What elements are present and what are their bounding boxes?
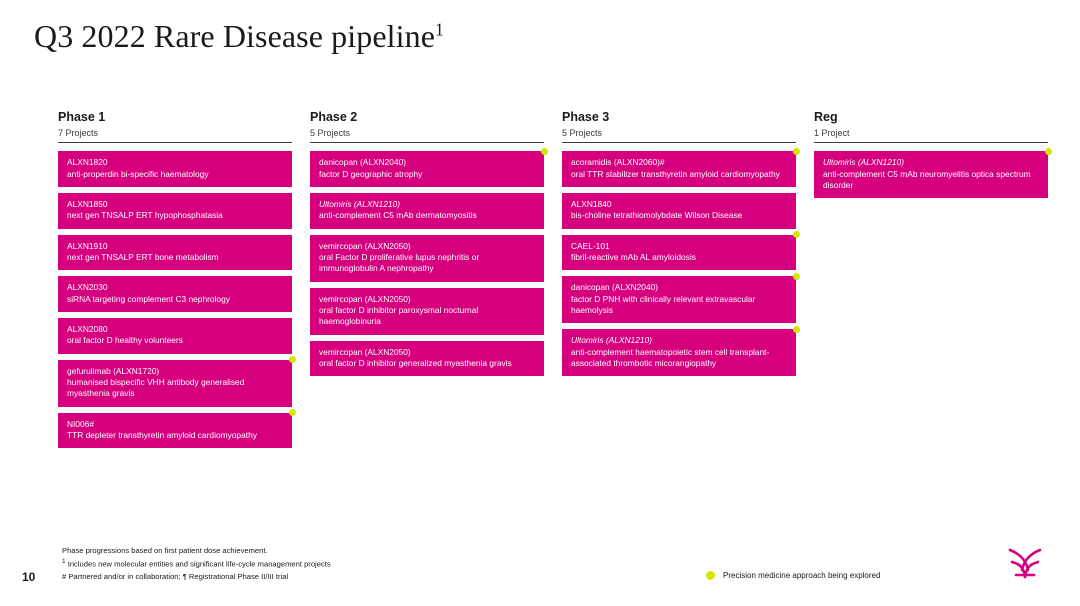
pipeline-card-name: Ultomiris (ALXN1210)	[319, 198, 400, 209]
pipeline-card[interactable]	[58, 193, 292, 229]
pipeline-columns	[58, 110, 1031, 454]
pipeline-card[interactable]	[310, 341, 544, 377]
precision-medicine-dot-icon	[793, 326, 800, 333]
pipeline-card-name: vemircopan (ALXN2050)	[319, 293, 411, 304]
column-project-count: 5 Projects	[310, 127, 351, 138]
column-title: Phase 2	[310, 110, 358, 124]
footnote-line-3: # Partnered and/or in collaboration; ¶ Registrational Phase II/III trial	[62, 572, 289, 582]
column-title: Phase 1	[58, 110, 106, 124]
pipeline-card-description: oral Factor D proliferative lupus nephritis or immunoglobulin A nephropathy	[319, 251, 480, 274]
pipeline-card-description: factor D geographic atrophy	[319, 168, 423, 179]
pipeline-card-description: oral factor D healthy volunteers	[67, 335, 183, 346]
pipeline-card-name: ALXN1910	[67, 240, 108, 251]
pipeline-card[interactable]	[58, 276, 292, 312]
pipeline-card[interactable]	[562, 151, 796, 187]
footnotes	[62, 545, 331, 584]
pipeline-card-name: danicopan (ALXN2040)	[571, 282, 659, 293]
legend-label: Precision medicine approach being explored	[723, 571, 881, 580]
pipeline-card-description: TTR depleter transthyretin amyloid cardiomyopathy	[67, 430, 257, 441]
pipeline-card-description: next gen TNSALP ERT hypophosphatasia	[67, 210, 223, 221]
pipeline-card-description: anti-complement haematopoietic stem cell transplant-associated thrombotic micorangiopathy	[571, 346, 770, 368]
pipeline-card[interactable]	[58, 235, 292, 271]
column-header	[562, 110, 796, 143]
pipeline-card-description: humanised bispecific VHH antibody generalised myasthenia gravis	[67, 377, 245, 399]
column-project-count: 5 Projects	[562, 127, 603, 138]
pipeline-card-name: danicopan (ALXN2040)	[319, 157, 407, 168]
precision-medicine-dot-icon	[706, 571, 715, 580]
precision-medicine-dot-icon	[289, 409, 296, 416]
column-project-count: 7 Projects	[58, 127, 99, 138]
pipeline-card-name: ALXN1850	[67, 198, 108, 209]
pipeline-card[interactable]	[58, 151, 292, 187]
pipeline-card[interactable]	[58, 413, 292, 449]
pipeline-card-name: acoramidis (ALXN2060)#	[571, 157, 665, 168]
company-logo	[1004, 544, 1046, 584]
footnote-marker-1: 1	[62, 558, 66, 566]
precision-medicine-dot-icon	[1045, 148, 1052, 155]
pipeline-card[interactable]	[310, 235, 544, 282]
column-header	[58, 110, 292, 143]
pipeline-card[interactable]	[562, 329, 796, 376]
footnote-line-2	[62, 557, 331, 571]
pipeline-card-description: anti-properdin bi-specific haematology	[67, 168, 209, 179]
pipeline-card-description: oral TTR stabilizer transthyretin amyloid cardiomyopathy	[571, 168, 780, 179]
pipeline-card-name: Ultomiris (ALXN1210)	[571, 335, 652, 346]
pipeline-card-description: bis-choline tetrathiomolybdate Wilson Disease	[571, 210, 743, 221]
footnote-line-1: Phase progressions based on first patient dose achievement.	[62, 545, 268, 555]
column-title: Reg	[814, 110, 838, 124]
pipeline-card[interactable]	[58, 318, 292, 354]
footnote-line-2-text: Includes new molecular entities and significant life-cycle management projects	[65, 559, 331, 569]
pipeline-card[interactable]	[562, 235, 796, 271]
page-title-superscript: 1	[435, 19, 444, 40]
pipeline-card-name: Ultomiris (ALXN1210)	[823, 157, 904, 168]
pipeline-card-name: vemircopan (ALXN2050)	[319, 240, 411, 251]
pipeline-card[interactable]	[310, 151, 544, 187]
precision-medicine-dot-icon	[541, 148, 548, 155]
pipeline-card-name: ALXN1820	[67, 157, 108, 168]
pipeline-column	[814, 110, 1048, 454]
pipeline-card[interactable]	[310, 288, 544, 335]
pipeline-card-description: factor D PNH with clinically relevant extravascular haemolysis	[571, 293, 756, 315]
page-title-text: Q3 2022 Rare Disease pipeline	[34, 18, 436, 54]
pipeline-column	[58, 110, 292, 454]
page-number: 10	[22, 570, 36, 584]
pipeline-card-name: ALXN2080	[67, 323, 108, 334]
pipeline-card[interactable]	[562, 193, 796, 229]
pipeline-card-description: oral factor D inhibitor generalized myasthenia gravis	[319, 358, 512, 368]
pipeline-card-description: oral factor D inhibitor paroxysmal nocturnal haemoglobinuria	[319, 304, 479, 327]
precision-medicine-dot-icon	[793, 231, 800, 238]
pipeline-card-name: ALXN1840	[571, 198, 612, 209]
pipeline-card-description: next gen TNSALP ERT bone metabolism	[67, 251, 219, 262]
precision-medicine-dot-icon	[289, 356, 296, 363]
pipeline-card-name: CAEL-101	[571, 240, 610, 251]
pipeline-column	[310, 110, 544, 454]
pipeline-card[interactable]	[814, 151, 1048, 198]
page-title	[34, 18, 444, 55]
pipeline-card[interactable]	[310, 193, 544, 229]
column-header	[310, 110, 544, 143]
legend	[706, 571, 880, 580]
column-header	[814, 110, 1048, 143]
precision-medicine-dot-icon	[793, 273, 800, 280]
pipeline-card-description: anti-complement C5 mAb neuromyelitis optica spectrum disorder	[823, 168, 1031, 190]
pipeline-card-name: NI006#	[67, 418, 95, 429]
pipeline-card-name: gefurulimab (ALXN1720)	[67, 365, 160, 376]
column-title: Phase 3	[562, 110, 610, 124]
pipeline-card-name: vemircopan (ALXN2050)	[319, 346, 411, 357]
pipeline-card-description: anti-complement C5 mAb dermatomyositis	[319, 210, 477, 221]
pipeline-card-description: fibril-reactive mAb AL amyloidosis	[571, 251, 696, 262]
pipeline-column	[562, 110, 796, 454]
pipeline-card-description: siRNA targeting complement C3 nephrology	[67, 293, 230, 304]
precision-medicine-dot-icon	[793, 148, 800, 155]
pipeline-card[interactable]	[562, 276, 796, 323]
pipeline-card[interactable]	[58, 360, 292, 407]
pipeline-card-name: ALXN2030	[67, 282, 108, 293]
column-project-count: 1 Project	[814, 127, 850, 138]
